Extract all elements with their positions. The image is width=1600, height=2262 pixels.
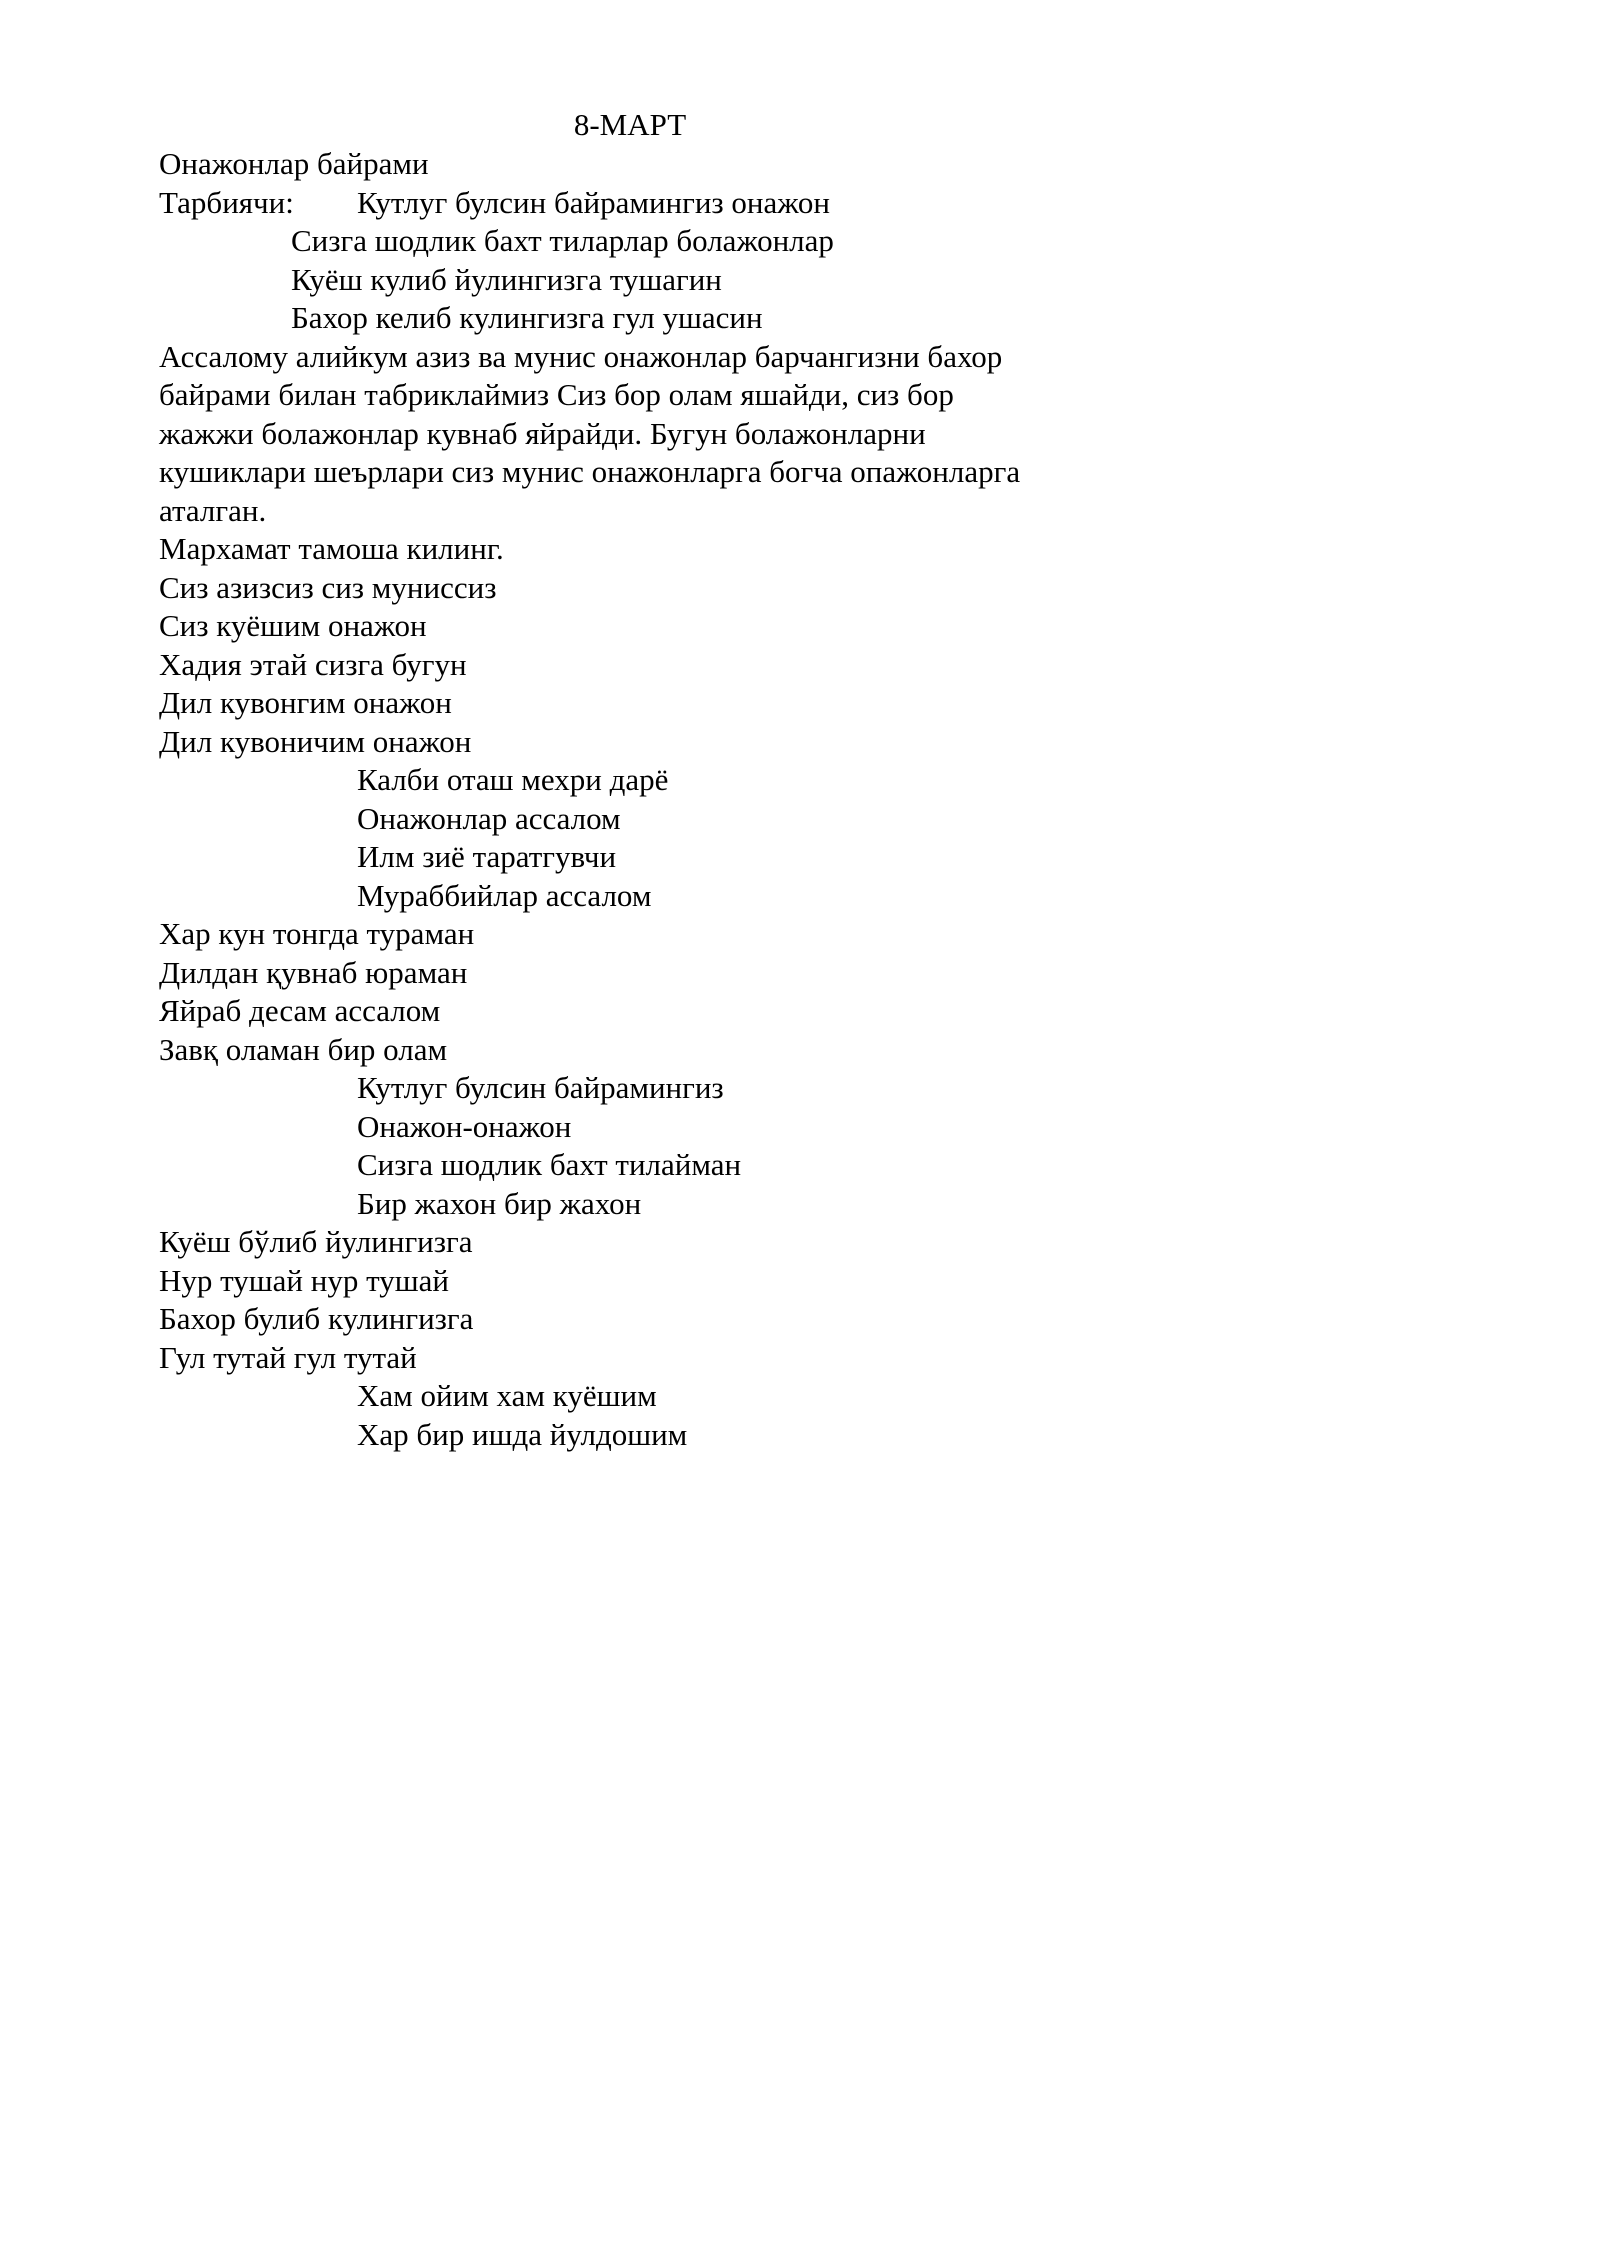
poem-line: Калби оташ мехри дарё [357,762,669,797]
document-body [159,145,1059,1454]
poem-line: Дил кувоничим онажон [159,723,472,759]
document-page [0,0,1100,1555]
poem-line: Завқ оламан бир олам [159,1031,448,1067]
poem-line: Яйраб десам ассалом [159,993,441,1028]
poem-line: Мураббийлар ассалом [357,877,652,913]
poem-line: Бир жахон бир жахон [357,1185,642,1221]
poem-line: Кутлуг булсин байрамингиз [357,1070,724,1105]
poem-line: Сизга шодлик бахт тилайман [357,1147,742,1182]
opening-verse-line [159,184,1059,223]
verse-text: Кутлуг булсин байрамингиз онажон [357,184,831,220]
poem-line: Онажонлар ассалом [357,800,621,836]
poem-line: Дил кувонгим онажон [159,685,452,720]
opening-verse-line: Сизга шодлик бахт тиларлар болажонлар [291,223,834,258]
poem-line: Сиз куёшим онажон [159,608,427,643]
subtitle: Онажонлар байрами [159,146,429,181]
opening-verse-line: Бахор келиб кулингизга гул ушасин [291,300,763,335]
poem-line: Хар бир ишда йулдошим [357,1416,688,1452]
greeting-paragraph: Ассалому алийкум азиз ва мунис онажонлар барчангизни бахор байрами билан табриклаймиз Сиз бор олам яшайди, сиз бор жажжи болажонлар кувнаб яйрайди. Бугун болажонларни кушиклари шеърлари сиз мунис онажонларга богча опажонларга аталган. [159,338,1021,528]
poem-line: Нур тушай нур тушай [159,1262,449,1298]
poem-line: Хар кун тонгда тураман [159,916,475,951]
poem-line: Бахор булиб кулингизга [159,1301,474,1336]
poem-line: Куёш бўлиб йулингизга [159,1224,473,1259]
poem-line: Дилдан қувнаб юраман [159,954,468,990]
poem-line: Хам ойим хам куёшим [357,1378,657,1413]
poem-line: Хадия этай сизга бугун [159,646,467,682]
invitation-line: Мархамат тамоша килинг. [159,531,504,566]
speaker-label: Тарбиячи: [159,184,294,220]
poem-line: Гул тутай гул тутай [159,1339,417,1375]
document-title: 8-МАРТ [573,107,687,142]
poem-line: Илм зиё таратгувчи [357,839,617,874]
poem-line: Сиз азизсиз сиз муниссиз [159,569,497,605]
opening-verse-line: Куёш кулиб йулингизга тушагин [291,261,722,297]
poem-line: Онажон-онажон [357,1108,572,1144]
